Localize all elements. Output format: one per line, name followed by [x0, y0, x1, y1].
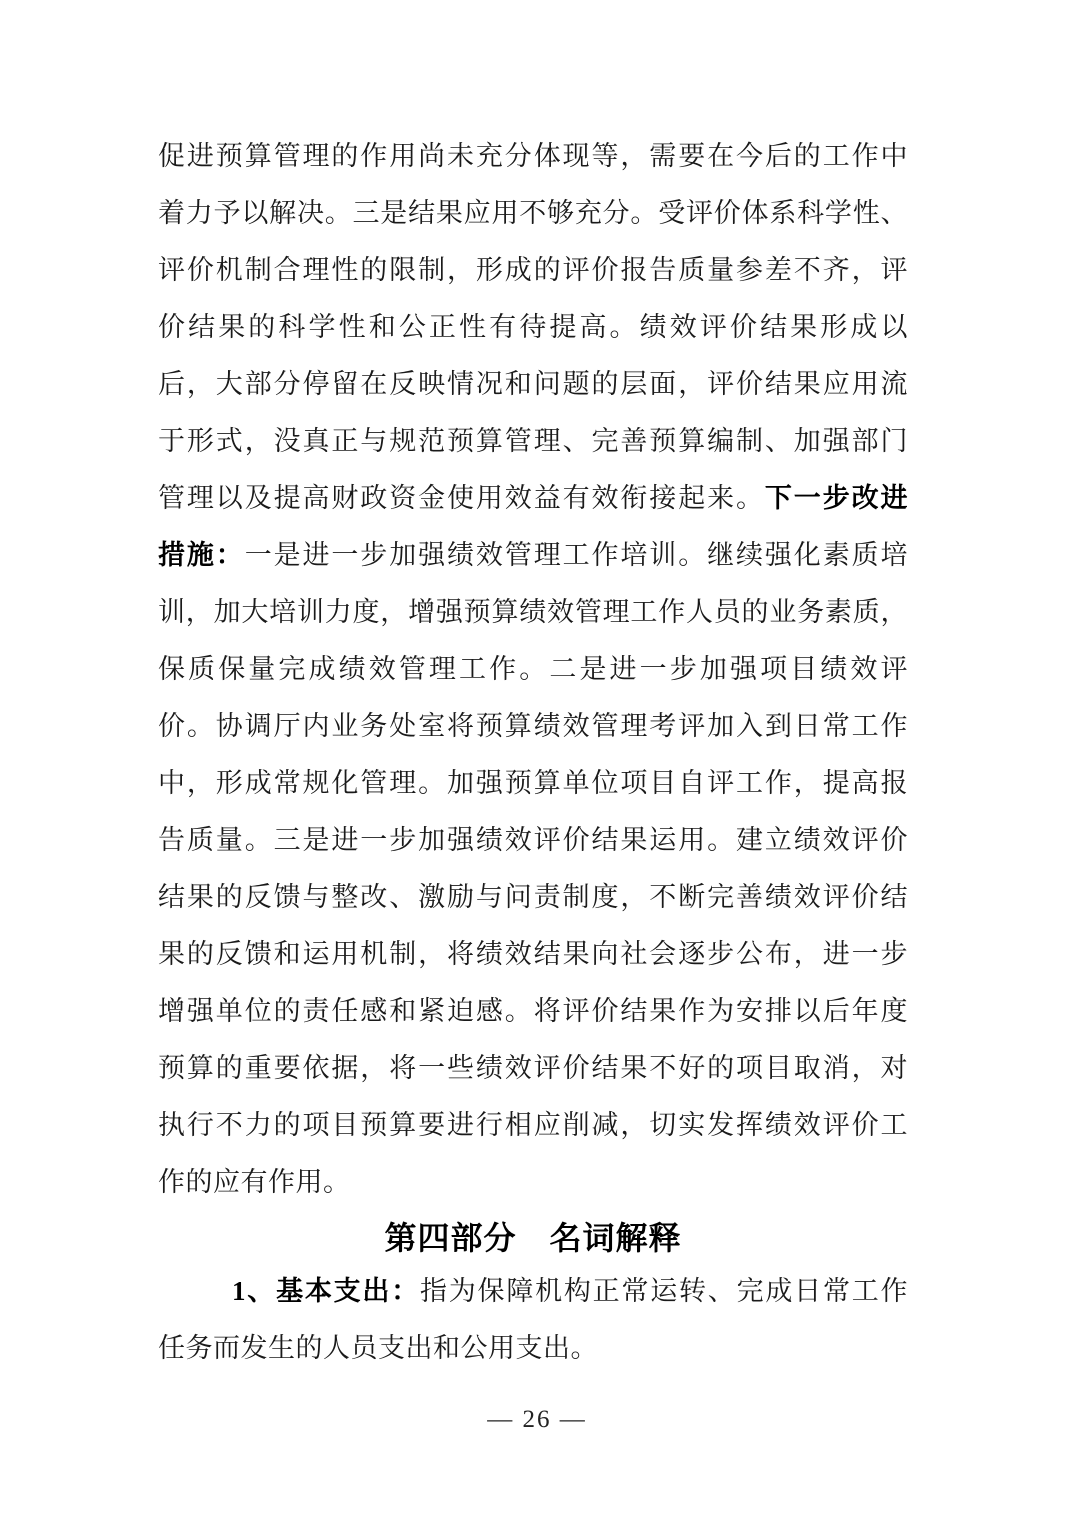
text-segment: 一是进一步加强绩效管理工作培训。继续强化素质培: [244, 540, 909, 570]
text-segment: 作的应有作用。: [158, 1167, 351, 1197]
text-segment: 中，形成常规化管理。加强预算单位项目自评工作，提高报: [158, 768, 908, 798]
text-line: [158, 299, 908, 356]
page-number: — 26 —: [487, 1406, 587, 1433]
text-segment: 结果的反馈与整改、激励与问责制度，不断完善绩效评价结: [158, 882, 908, 912]
paragraph-basic-expenditure: [158, 1263, 908, 1377]
text-line: [158, 356, 908, 413]
text-segment-bold: 1、基本支出：: [232, 1276, 420, 1306]
text-segment: 价结果的科学性和公正性有待提高。绩效评价结果形成以: [158, 312, 908, 342]
text-line: [158, 1263, 908, 1320]
text-segment: 任务而发生的人员支出和公用支出。: [158, 1333, 598, 1363]
text-segment: 后，大部分停留在反映情况和问题的层面，评价结果应用流: [158, 369, 908, 399]
text-segment: 保质保量完成绩效管理工作。二是进一步加强项目绩效评: [158, 654, 908, 684]
text-line: [158, 641, 908, 698]
text-line: [158, 983, 908, 1040]
section-heading-part-four: 第四部分 名词解释: [384, 1220, 682, 1256]
text-segment: 价。协调厅内业务处室将预算绩效管理考评加入到日常工作: [158, 711, 908, 741]
text-line: [158, 128, 908, 185]
text-line: [158, 1320, 908, 1377]
text-line: [158, 1097, 908, 1154]
text-segment-bold: 措施：: [158, 540, 245, 570]
text-segment: 评价机制合理性的限制，形成的评价报告质量参差不齐，评: [158, 255, 908, 285]
text-line: [158, 1154, 908, 1211]
text-segment: 管理以及提高财政资金使用效益有效衔接起来。: [158, 483, 765, 513]
paragraph-performance-evaluation: [158, 128, 908, 1211]
text-segment: 训，加大培训力度，增强预算绩效管理工作人员的业务素质，: [158, 597, 908, 627]
text-segment: 着力予以解决。三是结果应用不够充分。受评价体系科学性、: [158, 198, 908, 228]
text-line: [158, 755, 908, 812]
text-line: [158, 185, 908, 242]
text-segment: 执行不力的项目预算要进行相应削减，切实发挥绩效评价工: [158, 1110, 908, 1140]
text-line: [158, 242, 908, 299]
text-line: [158, 869, 908, 926]
text-line: [158, 698, 908, 755]
text-line: [158, 413, 908, 470]
text-segment: 告质量。三是进一步加强绩效评价结果运用。建立绩效评价: [158, 825, 908, 855]
document-body: [158, 128, 908, 1377]
text-line: [158, 926, 908, 983]
text-line: [158, 812, 908, 869]
text-line: [158, 470, 908, 527]
text-segment: 增强单位的责任感和紧迫感。将评价结果作为安排以后年度: [158, 996, 908, 1026]
text-line: [158, 527, 908, 584]
text-segment: 促进预算管理的作用尚未充分体现等，需要在今后的工作中: [158, 141, 908, 171]
text-segment: 果的反馈和运用机制，将绩效结果向社会逐步公布，进一步: [158, 939, 908, 969]
text-segment: 预算的重要依据，将一些绩效评价结果不好的项目取消，对: [158, 1053, 908, 1083]
text-segment-bold: 下一步改进: [764, 483, 909, 513]
text-line: [158, 584, 908, 641]
text-segment: 指为保障机构正常运转、完成日常工作: [419, 1276, 909, 1306]
text-segment: 于形式，没真正与规范预算管理、完善预算编制、加强部门: [158, 426, 908, 456]
page-footer: [0, 1404, 1074, 1436]
text-line: [158, 1040, 908, 1097]
